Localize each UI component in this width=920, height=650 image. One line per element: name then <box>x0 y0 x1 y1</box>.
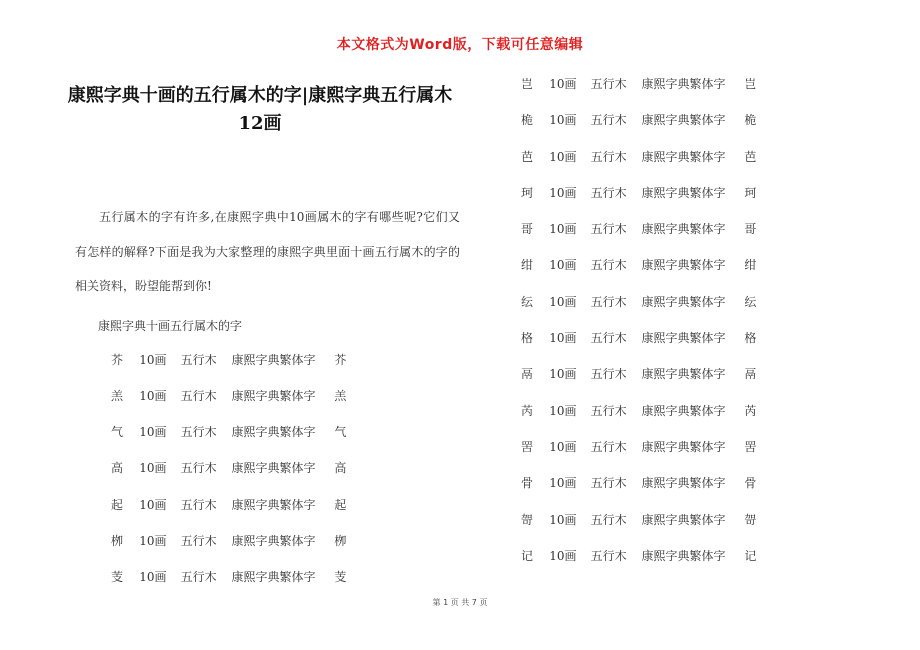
character: 格 <box>521 331 534 346</box>
character: 哿 <box>521 512 534 527</box>
character: 芮 <box>521 403 534 418</box>
stroke-count: 10画 <box>549 367 577 382</box>
traditional-character: 罟 <box>744 439 757 454</box>
wuxing-element: 五行木 <box>590 476 627 491</box>
left-column <box>60 82 460 604</box>
traditional-label: 康熙字典繁体字 <box>641 439 726 454</box>
list-item <box>521 328 758 364</box>
traditional-character: 芥 <box>334 352 347 367</box>
wuxing-element: 五行木 <box>590 222 627 237</box>
wuxing-element: 五行木 <box>590 512 627 527</box>
list-item <box>111 531 460 567</box>
character: 珂 <box>521 185 534 200</box>
word-format-banner: 本文格式为Word版，下载可任意编辑 <box>336 37 584 53</box>
list-item <box>111 495 460 531</box>
list-item <box>111 458 460 494</box>
traditional-label: 康熙字典繁体字 <box>231 497 316 512</box>
list-item <box>521 219 758 255</box>
stroke-count: 10画 <box>549 548 577 563</box>
character: 绀 <box>521 258 534 273</box>
character: 骨 <box>521 476 534 491</box>
wuxing-element: 五行木 <box>590 149 627 164</box>
character: 记 <box>521 548 534 563</box>
traditional-character: 气 <box>334 425 347 440</box>
stroke-count: 10画 <box>549 113 577 128</box>
traditional-label: 康熙字典繁体字 <box>231 570 316 585</box>
wuxing-element: 五行木 <box>180 461 217 476</box>
list-item <box>521 473 758 509</box>
traditional-character: 哿 <box>744 512 757 527</box>
traditional-label: 康熙字典繁体字 <box>641 548 726 563</box>
wuxing-element: 五行木 <box>590 331 627 346</box>
character: 栁 <box>111 533 124 548</box>
document-title: 康熙字典十画的五行属木的字|康熙字典五行属木12画 <box>67 85 453 134</box>
traditional-label: 康熙字典繁体字 <box>231 461 316 476</box>
traditional-character: 珂 <box>744 185 757 200</box>
stroke-count: 10画 <box>549 149 577 164</box>
traditional-character: 起 <box>334 497 347 512</box>
stroke-count: 10画 <box>549 439 577 454</box>
character: 高 <box>111 461 124 476</box>
stroke-count: 10画 <box>139 461 167 476</box>
traditional-character: 哥 <box>744 222 757 237</box>
stroke-count: 10画 <box>549 403 577 418</box>
list-item <box>521 74 758 110</box>
stroke-count: 10画 <box>139 425 167 440</box>
traditional-label: 康熙字典繁体字 <box>641 222 726 237</box>
traditional-label: 康熙字典繁体字 <box>641 512 726 527</box>
traditional-character: 骨 <box>744 476 757 491</box>
wuxing-element: 五行木 <box>180 425 217 440</box>
traditional-character: 格 <box>744 331 757 346</box>
list-item <box>111 422 460 458</box>
character: 起 <box>111 497 124 512</box>
stroke-count: 10画 <box>549 77 577 91</box>
stroke-count: 10画 <box>549 185 577 200</box>
traditional-character: 高 <box>334 461 347 476</box>
list-item <box>521 292 758 328</box>
wuxing-element: 五行木 <box>590 258 627 273</box>
wuxing-element: 五行木 <box>590 113 627 128</box>
traditional-character: 芰 <box>334 570 347 585</box>
traditional-label: 康熙字典繁体字 <box>641 149 726 164</box>
traditional-character: 栁 <box>334 533 347 548</box>
character: 罟 <box>521 439 534 454</box>
character: 纭 <box>521 294 534 309</box>
stroke-count: 10画 <box>139 497 167 512</box>
stroke-count: 10画 <box>549 512 577 527</box>
list-item <box>521 510 758 546</box>
character: 鬲 <box>521 367 534 382</box>
character-list-left <box>60 350 460 604</box>
stroke-count: 10画 <box>139 388 167 403</box>
character: 桅 <box>521 113 534 128</box>
character: 气 <box>111 425 124 440</box>
list-item <box>521 401 758 437</box>
traditional-label: 康熙字典繁体字 <box>641 185 726 200</box>
wuxing-element: 五行木 <box>180 352 217 367</box>
wuxing-element: 五行木 <box>180 533 217 548</box>
traditional-character: 记 <box>744 548 757 563</box>
list-item <box>521 546 758 582</box>
traditional-label: 康熙字典繁体字 <box>641 331 726 346</box>
wuxing-element: 五行木 <box>180 388 217 403</box>
traditional-label: 康熙字典繁体字 <box>641 77 726 91</box>
stroke-count: 10画 <box>549 222 577 237</box>
section-heading: 康熙字典十画五行属木的字 <box>98 318 243 333</box>
character: 芰 <box>111 570 124 585</box>
stroke-count: 10画 <box>549 258 577 273</box>
traditional-character: 羔 <box>334 388 347 403</box>
traditional-character: 纭 <box>744 294 757 309</box>
traditional-label: 康熙字典繁体字 <box>231 352 316 367</box>
list-item <box>521 110 758 146</box>
traditional-character: 芭 <box>744 149 757 164</box>
list-item <box>521 147 758 183</box>
list-item <box>521 255 758 291</box>
traditional-character: 岂 <box>744 77 757 91</box>
traditional-character: 桅 <box>744 113 757 128</box>
wuxing-element: 五行木 <box>590 185 627 200</box>
traditional-character: 绀 <box>744 258 757 273</box>
character: 羔 <box>111 388 124 403</box>
traditional-label: 康熙字典繁体字 <box>641 367 726 382</box>
list-item <box>111 386 460 422</box>
traditional-label: 康熙字典繁体字 <box>641 294 726 309</box>
intro-paragraph: 五行属木的字有许多,在康熙字典中10画属木的字有哪些呢?它们又有怎样的解释?下面是我为大家整理的康熙字典里面十画五行属木的字的相关资料，盼望能帮到你! <box>75 210 460 293</box>
traditional-label: 康熙字典繁体字 <box>641 476 726 491</box>
wuxing-element: 五行木 <box>590 403 627 418</box>
wuxing-element: 五行木 <box>180 497 217 512</box>
wuxing-element: 五行木 <box>590 548 627 563</box>
stroke-count: 10画 <box>549 476 577 491</box>
traditional-label: 康熙字典繁体字 <box>231 425 316 440</box>
stroke-count: 10画 <box>549 294 577 309</box>
character-list-right <box>521 74 758 582</box>
traditional-label: 康熙字典繁体字 <box>641 403 726 418</box>
traditional-label: 康熙字典繁体字 <box>641 258 726 273</box>
character: 芭 <box>521 149 534 164</box>
traditional-character: 芮 <box>744 403 757 418</box>
list-item <box>521 183 758 219</box>
page-footer: 第 1 页 共 7 页 <box>432 598 488 607</box>
stroke-count: 10画 <box>549 331 577 346</box>
stroke-count: 10画 <box>139 570 167 585</box>
wuxing-element: 五行木 <box>590 439 627 454</box>
traditional-label: 康熙字典繁体字 <box>641 113 726 128</box>
stroke-count: 10画 <box>139 533 167 548</box>
character: 岂 <box>521 77 534 91</box>
character: 哥 <box>521 222 534 237</box>
list-item <box>111 350 460 386</box>
traditional-character: 鬲 <box>744 367 757 382</box>
list-item <box>521 364 758 400</box>
traditional-label: 康熙字典繁体字 <box>231 388 316 403</box>
character: 芥 <box>111 352 124 367</box>
wuxing-element: 五行木 <box>590 294 627 309</box>
wuxing-element: 五行木 <box>590 77 627 91</box>
wuxing-element: 五行木 <box>180 570 217 585</box>
wuxing-element: 五行木 <box>590 367 627 382</box>
traditional-label: 康熙字典繁体字 <box>231 533 316 548</box>
stroke-count: 10画 <box>139 352 167 367</box>
list-item <box>521 437 758 473</box>
